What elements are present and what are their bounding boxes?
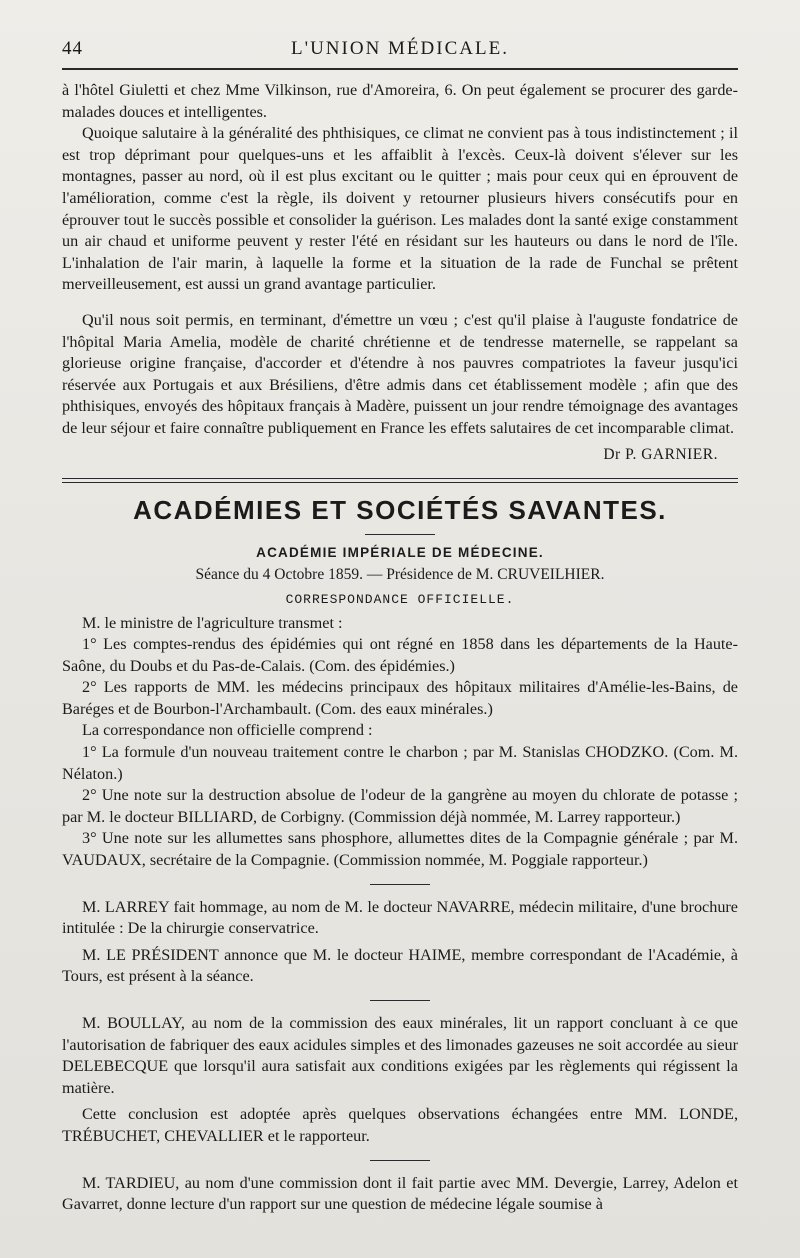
running-head — [62, 34, 738, 64]
section-title: ACADÉMIES ET SOCIÉTÉS SAVANTES. — [133, 494, 667, 525]
article-paragraph-3: Qu'il nous soit permis, en terminant, d'émettre un vœu ; c'est qu'il plaise à l'auguste fondatrice de l'hôpital Maria Amelia, modèle de charité chrétienne et de tendresse maternelle, se rappelant sa glorieuse origine française, d'accorder et d'étendre à nos pauvres compatriotes la faveur jusqu'ici réservée aux Portugais et aux Brésiliens, d'être admis dans cet établissement modèle ; afin que des phthisiques, envoyés des hôpitaux français à Madère, puissent un jour rendre témoignage des avantages de leur séjour et faire connaître publiquement en France les effets salutaires de cet incomparable climat. — [62, 310, 738, 437]
president-paragraph: M. LE PRÉSIDENT annonce que M. le docteur HAIME, membre correspondant de l'Académie, à Tours, est présent à la séance. — [62, 945, 738, 986]
separator-3 — [370, 1160, 430, 1161]
article-signature: Dr P. GARNIER. — [603, 445, 718, 463]
larrey-paragraph: M. LARREY fait hommage, au nom de M. le docteur NAVARRE, médecin militaire, d'une brochure intitulée : De la chirurgie conservatrice. — [62, 897, 738, 938]
title-rule — [365, 534, 435, 535]
tardieu-paragraph: M. TARDIEU, au nom d'une commission dont il fait partie avec MM. Devergie, Larrey, Adelon et Gavarret, donne lecture d'un rapport sur une question de médecine légale soumise à — [62, 1173, 738, 1214]
article-paragraph-1: à l'hôtel Giuletti et chez Mme Vilkinson, rue d'Amoreira, 6. On peut également se procurer des garde-malades douces et intelligentes. — [62, 81, 738, 121]
journal-title: L'UNION MÉDICALE. — [291, 38, 509, 59]
boullay-paragraph: M. BOULLAY, au nom de la commission des eaux minérales, lit un rapport concluant à ce que l'autorisation de fabriquer des eaux acidules simples et des limonades gazeuses ne soit accordée au sieur DELEBECQUE que lorsqu'il aura satisfait aux conditions exigées par les règlements qui régissent la matière. — [62, 1014, 738, 1097]
separator-2 — [370, 1000, 430, 1001]
academy-subtitle: ACADÉMIE IMPÉRIALE DE MÉDECINE. — [256, 544, 544, 560]
nonofficial-item-2: 2° Une note sur la destruction absolue de l'odeur de la gangrène au moyen du chlorate de potasse ; par M. le docteur BILLIARD, de Corbigny. (Commission déjà nommée, M. Larrey rapporteur.) — [62, 786, 738, 826]
separator-1 — [370, 884, 430, 885]
section-divider — [62, 478, 738, 483]
seance-line: Séance du 4 Octobre 1859. — Présidence de M. CRUVEILHIER. — [195, 565, 605, 583]
minister-line: M. le ministre de l'agriculture transmet : — [82, 613, 343, 632]
nonofficial-item-3: 3° Une note sur les allumettes sans phosphore, allumettes dites de la Compagnie générale ; par M. VAUDAUX, secrétaire de la Compagnie. (Commission nommée, M. Poggiale rapporteur.) — [62, 829, 738, 870]
conclusion-paragraph: Cette conclusion est adoptée après quelques observations échangées entre MM. LONDE, TRÉBUCHET, CHEVALLIER et le rapporteur. — [62, 1105, 738, 1145]
correspondence-heading: CORRESPONDANCE OFFICIELLE. — [285, 591, 515, 607]
article-paragraph-2: Quoique salutaire à la généralité des phthisiques, ce climat ne convient pas à tous indistinctement ; il est trop déprimant pour quelques-uns et les affaiblit à l'excès. Ceux-là doivent s'élever sur les montagnes, passer au nord, où il est plus excitant ou le quitter ; mais pour ceux qui en éprouvent de l'amélioration, comme c'est la règle, ils doivent y retourner plusieurs hivers consécutifs pour en éprouver tout le succès possible et consolider la guérison. Les malades dont la santé exige constamment un air chaud et uniforme peuvent y rester l'été en résidant sur les hauteurs ou dans le nord de l'île. L'inhalation de l'air marin, à laquelle la forme et la situation de la rade de Funchal se prêtent merveilleusement, est aussi un grand avantage particulier. — [62, 124, 738, 294]
official-item-1: 1° Les comptes-rendus des épidémies qui ont régné en 1858 dans les départements de la Haute-Saône, du Doubs et du Pas-de-Calais. (Com. des épidémies.) — [62, 635, 738, 675]
nonofficial-item-1: 1° La formule d'un nouveau traitement contre le charbon ; par M. Stanislas CHODZKO. (Com. M. Nélaton.) — [62, 743, 738, 783]
nonofficial-heading: La correspondance non officielle comprend : — [82, 721, 373, 740]
page-number: 44 — [62, 38, 83, 59]
official-item-2: 2° Les rapports de MM. les médecins principaux des hôpitaux militaires d'Amélie-les-Bains, de Baréges et de Bourbon-l'Archambault. (Com. des eaux minérales.) — [62, 678, 738, 718]
header-rule — [62, 68, 738, 70]
